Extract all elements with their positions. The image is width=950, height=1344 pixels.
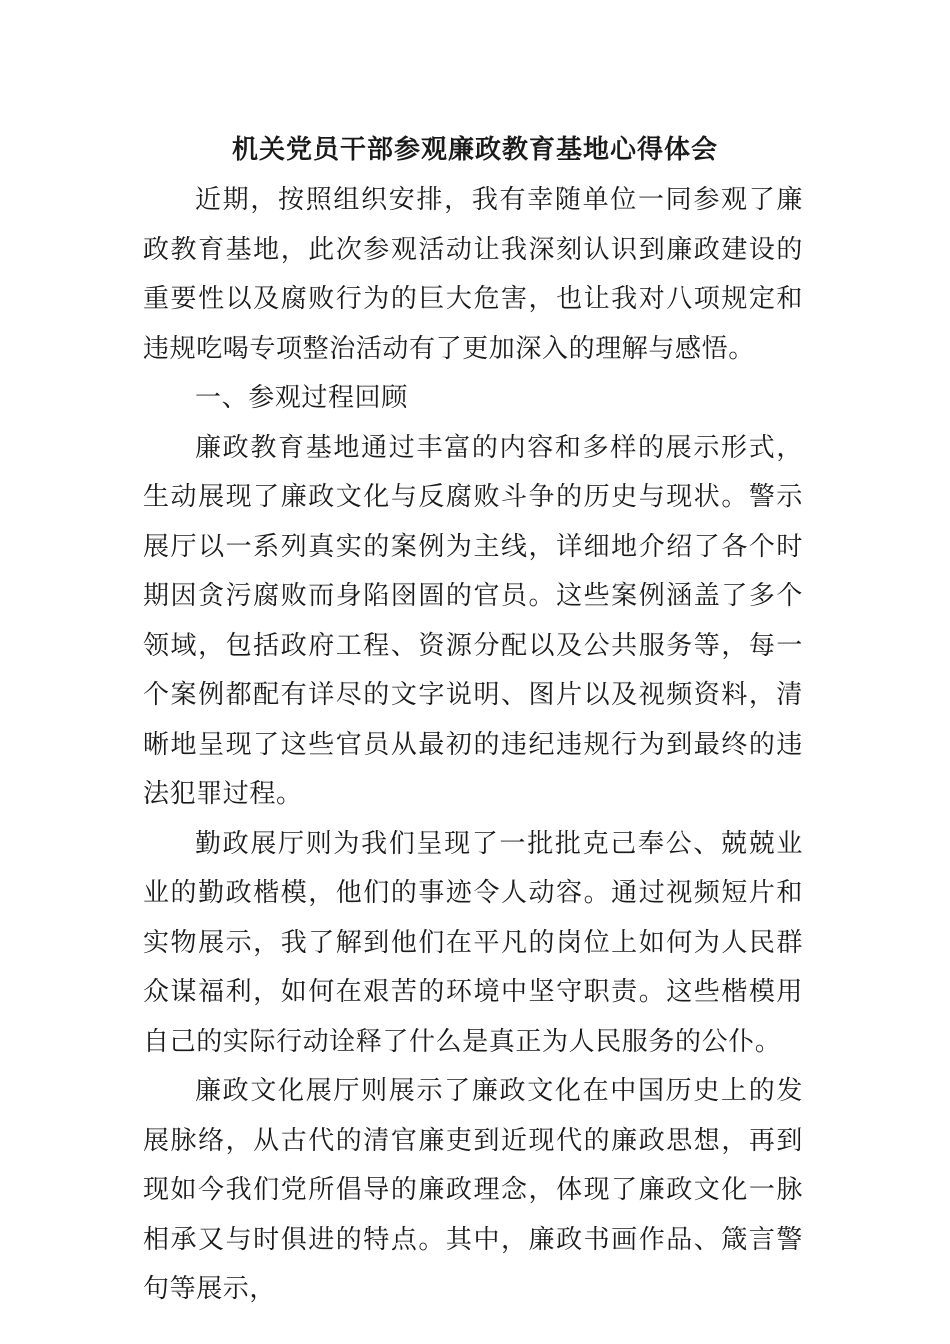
paragraph-culture-hall: 廉政文化展厅则展示了廉政文化在中国历史上的发展脉络，从古代的清官廉吏到近现代的廉政思想，再到现如今我们党所倡导的廉政理念，体现了廉政文化一脉相承又与时俱进的特点。其中，廉政书画作品、箴言警句等展示，: [143, 1076, 803, 1304]
paragraph-diligence-hall: 勤政展厅则为我们呈现了一批批克己奉公、兢兢业业的勤政楷模，他们的事迹令人动容。通过视频短片和实物展示，我了解到他们在平凡的岗位上如何为人民群众谋福利，如何在艰苦的环境中坚守职责。这些楷模用自己的实际行动诠释了什么是真正为人民服务的公仆。: [143, 828, 803, 1057]
paragraph-warning-hall: 廉政教育基地通过丰富的内容和多样的展示形式，生动展现了廉政文化与反腐败斗争的历史与现状。警示展厅以一系列真实的案例为主线，详细地介绍了各个时期因贪污腐败而身陷囹圄的官员。这些案例涵盖了多个领域，包括政府工程、资源分配以及公共服务等，每一个案例都配有详尽的文字说明、图片以及视频资料，清晰地呈现了这些官员从最初的违纪违规行为到最终的违法犯罪过程。: [143, 432, 803, 809]
paragraph-intro: 近期，按照组织安排，我有幸随单位一同参观了廉政教育基地，此次参观活动让我深刻认识到廉政建设的重要性以及腐败行为的巨大危害，也让我对八项规定和违规吃喝专项整治活动有了更加深入的理解与感悟。: [143, 185, 803, 364]
document-title: 机关党员干部参观廉政教育基地心得体会: [231, 135, 718, 165]
section-heading-visit-review: 一、参观过程回顾: [195, 383, 408, 413]
document-body: [143, 176, 803, 1315]
